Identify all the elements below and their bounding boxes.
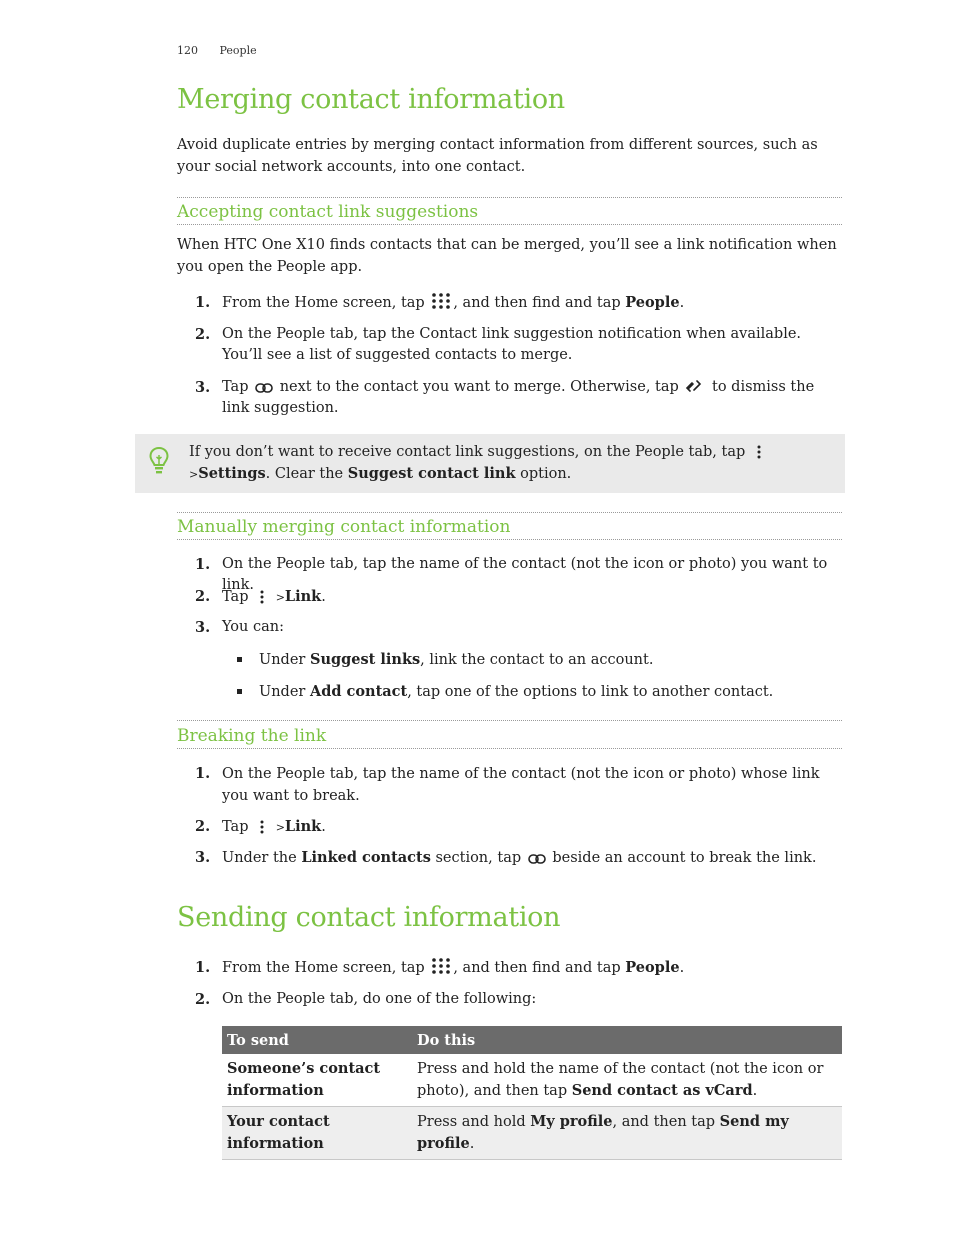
- table-cell: Someone’s contact information: [222, 1054, 412, 1107]
- table-row: [222, 1054, 842, 1107]
- accepting-title: Accepting contact link suggestions: [177, 202, 479, 222]
- merging-intro: Avoid duplicate entries by merging contact information from different sources, such as your social network accounts, into one contact.: [177, 137, 818, 175]
- divider: [177, 512, 842, 513]
- manual-title: Manually merging contact information: [177, 517, 511, 537]
- tip-box: [135, 434, 845, 493]
- merging-title: Merging contact information: [177, 84, 565, 115]
- table-row: [222, 1107, 842, 1160]
- more-vertical-icon: [255, 820, 269, 834]
- breaking-title: Breaking the link: [177, 726, 327, 746]
- sending-title: Sending contact information: [177, 902, 561, 933]
- bullet-square: [237, 657, 242, 662]
- manual-heading-box: [177, 517, 842, 540]
- tip-text: If you don’t want to receive contact link suggestions, on the People tab, tap >Settings. Clear the Suggest contact link option.: [189, 441, 829, 486]
- table-cell: Press and hold the name of the contact (not the icon or photo), and then tap Send contact as vCard.: [412, 1054, 842, 1107]
- page-header: [177, 44, 275, 57]
- bullet-square: [237, 689, 242, 694]
- section-name: People: [219, 44, 257, 57]
- more-vertical-icon: [255, 590, 269, 604]
- table-cell: Press and hold My profile, and then tap Send my profile.: [412, 1107, 842, 1160]
- apps-grid-icon: [431, 292, 451, 310]
- accepting-heading-box: [177, 202, 842, 225]
- lightbulb-icon: [149, 446, 169, 476]
- table-cell: Your contact information: [222, 1107, 412, 1160]
- sending-table: [222, 1026, 842, 1160]
- unlink-icon: [685, 378, 705, 394]
- table-header: Do this: [412, 1026, 842, 1054]
- accepting-intro: When HTC One X10 finds contacts that can be merged, you’ll see a link notification when you open the People app.: [177, 237, 837, 275]
- more-vertical-icon: [752, 445, 766, 459]
- breaking-heading-box: [177, 726, 842, 749]
- table-header-row: [222, 1026, 842, 1054]
- apps-grid-icon: [431, 957, 451, 975]
- table-header: To send: [222, 1026, 412, 1054]
- link-icon: [528, 853, 546, 865]
- page-number: 120: [177, 44, 198, 57]
- divider: [177, 720, 842, 721]
- link-icon: [255, 382, 273, 394]
- divider: [177, 197, 842, 198]
